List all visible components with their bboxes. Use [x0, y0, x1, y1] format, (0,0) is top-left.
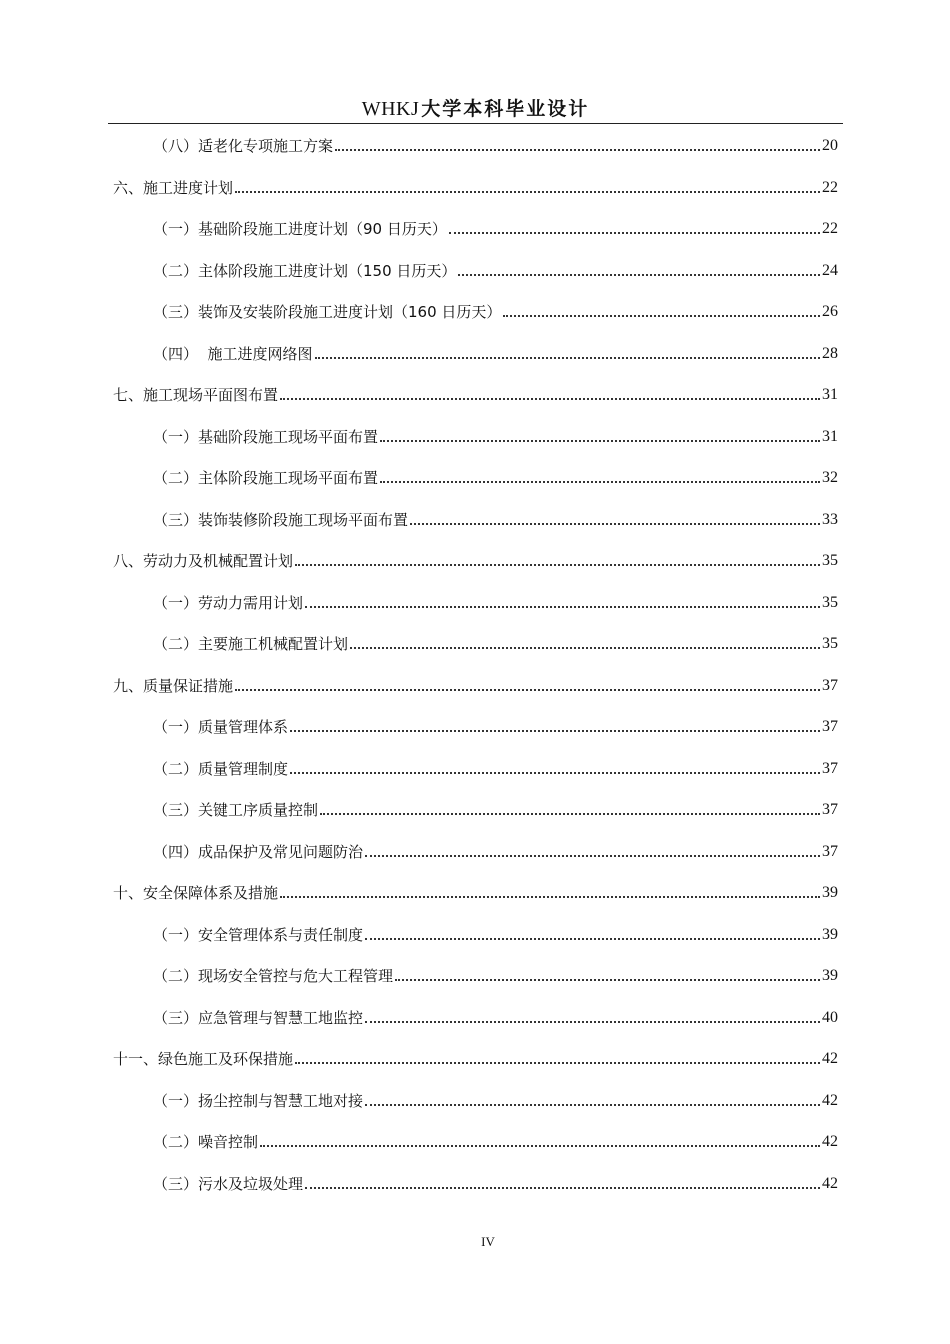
toc-entry-page-number: 33 [822, 511, 838, 528]
toc-subsection-entry[interactable] [153, 508, 838, 530]
toc-subsection-entry[interactable] [153, 757, 838, 779]
toc-section-entry[interactable] [113, 881, 838, 903]
toc-section-entry[interactable] [113, 176, 838, 198]
toc-subsection-entry[interactable] [153, 1089, 838, 1111]
toc-entry-page-number: 35 [822, 594, 838, 611]
toc-entry-label: （二）质量管理制度 [153, 760, 289, 778]
toc-entry-page-number: 35 [822, 635, 838, 652]
toc-section-entry[interactable] [113, 549, 838, 571]
toc-dot-leader [280, 398, 820, 400]
toc-entry-page-number: 37 [822, 718, 838, 735]
toc-entry-label: （一）安全管理体系与责任制度 [153, 926, 364, 944]
toc-entry-label: 六、施工进度计划 [113, 179, 234, 197]
toc-entry-label: 七、施工现场平面图布置 [113, 386, 279, 404]
toc-dot-leader [305, 1187, 820, 1189]
toc-entry-page-number: 40 [822, 1009, 838, 1026]
toc-entry-page-number: 31 [822, 386, 838, 403]
toc-dot-leader [335, 149, 820, 151]
toc-entry-label: 十、安全保障体系及措施 [113, 884, 279, 902]
toc-entry-label: （二）主体阶段施工进度计划（150 日历天） [153, 262, 457, 280]
toc-entry-page-number: 37 [822, 760, 838, 777]
toc-entry-page-number: 39 [822, 967, 838, 984]
toc-entry-page-number: 22 [822, 220, 838, 237]
toc-entry-label: 九、质量保证措施 [113, 677, 234, 695]
toc-subsection-entry[interactable] [153, 134, 838, 156]
toc-subsection-entry[interactable] [153, 964, 838, 986]
toc-subsection-entry[interactable] [153, 425, 838, 447]
toc-section-entry[interactable] [113, 1047, 838, 1069]
toc-dot-leader [395, 979, 820, 981]
toc-subsection-entry[interactable] [153, 300, 838, 322]
toc-subsection-entry[interactable] [153, 1006, 838, 1028]
toc-subsection-entry[interactable] [153, 591, 838, 613]
toc-entry-label: （四） 施工进度网络图 [153, 345, 313, 363]
toc-entry-label: （一）基础阶段施工进度计划（90 日历天） [153, 220, 447, 238]
toc-section-entry[interactable] [113, 383, 838, 405]
toc-entry-label: （一）基础阶段施工现场平面布置 [153, 428, 379, 446]
toc-dot-leader [365, 855, 820, 857]
toc-entry-label: （一）扬尘控制与智慧工地对接 [153, 1092, 364, 1110]
toc-entry-page-number: 37 [822, 677, 838, 694]
toc-dot-leader [365, 938, 820, 940]
toc-entry-page-number: 37 [822, 843, 838, 860]
toc-entry-page-number: 31 [822, 428, 838, 445]
toc-entry-label: （二）主要施工机械配置计划 [153, 635, 349, 653]
toc-entry-label: （二）现场安全管控与危大工程管理 [153, 967, 394, 985]
toc-subsection-entry[interactable] [153, 466, 838, 488]
toc-section-entry[interactable] [113, 674, 838, 696]
header-latin-text: WHKJ [361, 98, 420, 120]
toc-subsection-entry[interactable] [153, 840, 838, 862]
toc-dot-leader [260, 1145, 820, 1147]
toc-dot-leader [458, 274, 820, 276]
toc-entry-label: （一）质量管理体系 [153, 718, 289, 736]
toc-entry-label: 十一、绿色施工及环保措施 [113, 1050, 294, 1068]
toc-entry-page-number: 28 [822, 345, 838, 362]
toc-entry-page-number: 42 [822, 1133, 838, 1150]
toc-dot-leader [449, 232, 820, 234]
toc-dot-leader [290, 730, 820, 732]
toc-subsection-entry[interactable] [153, 342, 838, 364]
toc-dot-leader [235, 191, 820, 193]
toc-dot-leader [315, 357, 820, 359]
toc-subsection-entry[interactable] [153, 259, 838, 281]
toc-dot-leader [350, 647, 820, 649]
toc-entry-page-number: 26 [822, 303, 838, 320]
toc-entry-label: （三）应急管理与智慧工地监控 [153, 1009, 364, 1027]
toc-entry-label: （三）污水及垃圾处理 [153, 1175, 304, 1193]
toc-subsection-entry[interactable] [153, 923, 838, 945]
toc-subsection-entry[interactable] [153, 798, 838, 820]
toc-subsection-entry[interactable] [153, 1172, 838, 1194]
toc-entry-label: （三）装饰装修阶段施工现场平面布置 [153, 511, 409, 529]
toc-dot-leader [295, 1062, 820, 1064]
toc-dot-leader [380, 481, 820, 483]
toc-entry-page-number: 35 [822, 552, 838, 569]
toc-subsection-entry[interactable] [153, 1130, 838, 1152]
toc-entry-label: （八）适老化专项施工方案 [153, 137, 334, 155]
toc-dot-leader [503, 315, 820, 317]
toc-subsection-entry[interactable] [153, 632, 838, 654]
toc-subsection-entry[interactable] [153, 217, 838, 239]
toc-entry-page-number: 39 [822, 926, 838, 943]
toc-dot-leader [305, 606, 820, 608]
toc-entry-page-number: 42 [822, 1175, 838, 1192]
header-title: 大学本科毕业设计 [421, 98, 590, 120]
toc-dot-leader [380, 440, 820, 442]
toc-entry-label: （三）装饰及安装阶段施工进度计划（160 日历天） [153, 303, 502, 321]
toc-dot-leader [290, 772, 820, 774]
toc-dot-leader [365, 1104, 820, 1106]
toc-dot-leader [320, 813, 820, 815]
toc-dot-leader [280, 896, 820, 898]
toc-entry-label: （二）噪音控制 [153, 1133, 259, 1151]
toc-entry-page-number: 39 [822, 884, 838, 901]
toc-entry-label: （三）关键工序质量控制 [153, 801, 319, 819]
toc-dot-leader [235, 689, 820, 691]
toc-subsection-entry[interactable] [153, 715, 838, 737]
toc-entry-page-number: 42 [822, 1050, 838, 1067]
toc-entry-label: 八、劳动力及机械配置计划 [113, 552, 294, 570]
toc-dot-leader [295, 564, 820, 566]
toc-entry-page-number: 32 [822, 469, 838, 486]
page-number: IV [481, 1234, 495, 1249]
toc-dot-leader [410, 523, 820, 525]
toc-entry-label: （四）成品保护及常见问题防治 [153, 843, 364, 861]
toc-entry-page-number: 37 [822, 801, 838, 818]
toc-entry-label: （一）劳动力需用计划 [153, 594, 304, 612]
toc-entry-label: （二）主体阶段施工现场平面布置 [153, 469, 379, 487]
toc-entry-page-number: 24 [822, 262, 838, 279]
toc-dot-leader [365, 1021, 820, 1023]
toc-entry-page-number: 42 [822, 1092, 838, 1109]
toc-entry-page-number: 22 [822, 179, 838, 196]
toc-entry-page-number: 20 [822, 137, 838, 154]
